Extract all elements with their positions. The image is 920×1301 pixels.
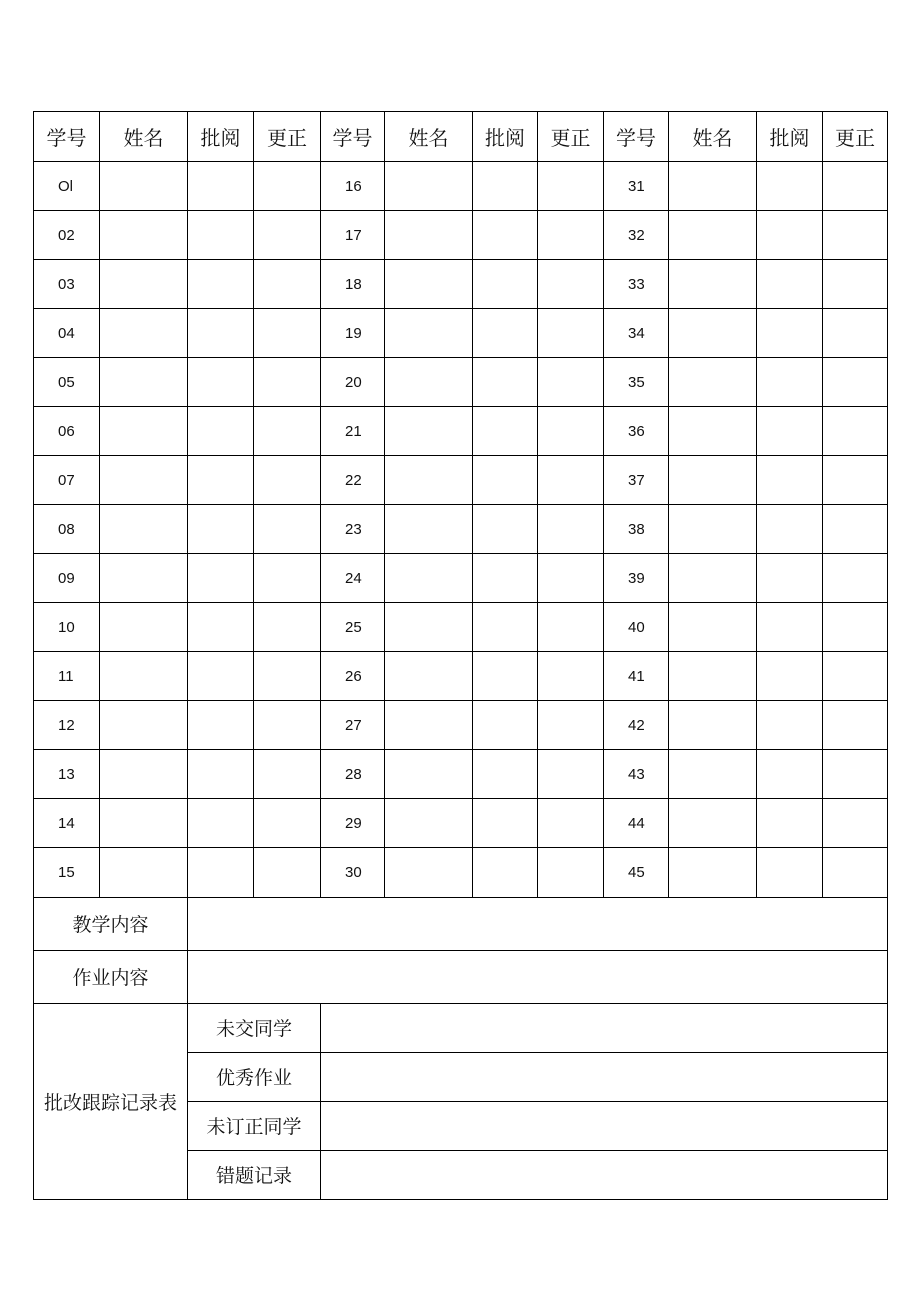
review-cell[interactable] <box>757 848 823 897</box>
review-cell[interactable] <box>757 603 823 652</box>
tracking-label: 批改跟踪记录表 <box>34 1003 188 1199</box>
student-number: 28 <box>321 750 385 799</box>
correction-cell[interactable] <box>254 603 321 652</box>
tracking-item-label: 优秀作业 <box>188 1052 321 1101</box>
correction-cell[interactable] <box>254 309 321 358</box>
correction-cell[interactable] <box>823 799 888 848</box>
student-number: 03 <box>34 260 100 309</box>
review-cell[interactable] <box>188 309 254 358</box>
student-number: 33 <box>604 260 669 309</box>
column-header: 批阅 <box>473 112 538 162</box>
name-cell[interactable] <box>385 162 473 211</box>
correction-cell[interactable] <box>254 799 321 848</box>
name-cell[interactable] <box>385 260 473 309</box>
correction-cell[interactable] <box>538 162 604 211</box>
review-cell[interactable] <box>473 848 538 897</box>
review-cell[interactable] <box>757 407 823 456</box>
student-number: 37 <box>604 456 669 505</box>
name-cell[interactable] <box>100 652 188 701</box>
name-cell[interactable] <box>100 211 188 260</box>
review-cell[interactable] <box>757 652 823 701</box>
correction-cell[interactable] <box>823 848 888 897</box>
correction-cell[interactable] <box>823 309 888 358</box>
review-cell[interactable] <box>757 309 823 358</box>
student-number: 26 <box>321 652 385 701</box>
student-number: 02 <box>34 211 100 260</box>
name-cell[interactable] <box>669 652 757 701</box>
correction-cell[interactable] <box>823 505 888 554</box>
review-cell[interactable] <box>188 162 254 211</box>
name-cell[interactable] <box>385 701 473 750</box>
review-cell[interactable] <box>757 750 823 799</box>
student-number: 07 <box>34 456 100 505</box>
tracking-item-label: 错题记录 <box>188 1150 321 1199</box>
name-cell[interactable] <box>100 554 188 603</box>
student-row <box>34 162 888 211</box>
review-cell[interactable] <box>757 162 823 211</box>
student-number: 30 <box>321 848 385 897</box>
teaching-content-label: 教学内容 <box>34 897 188 950</box>
correction-cell[interactable] <box>254 260 321 309</box>
review-cell[interactable] <box>757 554 823 603</box>
name-cell[interactable] <box>100 505 188 554</box>
student-row <box>34 554 888 603</box>
teaching-content-row <box>34 897 888 950</box>
student-number: 11 <box>34 652 100 701</box>
correction-cell[interactable] <box>823 211 888 260</box>
correction-cell[interactable] <box>823 750 888 799</box>
review-cell[interactable] <box>188 554 254 603</box>
review-cell[interactable] <box>473 211 538 260</box>
name-cell[interactable] <box>385 750 473 799</box>
correction-cell[interactable] <box>823 554 888 603</box>
name-cell[interactable] <box>669 358 757 407</box>
correction-cell[interactable] <box>254 211 321 260</box>
column-header: 更正 <box>254 112 321 162</box>
student-row <box>34 260 888 309</box>
name-cell[interactable] <box>385 309 473 358</box>
name-cell[interactable] <box>669 162 757 211</box>
correction-cell[interactable] <box>823 358 888 407</box>
name-cell[interactable] <box>100 260 188 309</box>
correction-cell[interactable] <box>823 603 888 652</box>
name-cell[interactable] <box>100 407 188 456</box>
name-cell[interactable] <box>669 456 757 505</box>
name-cell[interactable] <box>669 603 757 652</box>
review-cell[interactable] <box>188 799 254 848</box>
correction-cell[interactable] <box>538 554 604 603</box>
name-cell[interactable] <box>669 260 757 309</box>
correction-cell[interactable] <box>538 505 604 554</box>
name-cell[interactable] <box>100 358 188 407</box>
review-cell[interactable] <box>473 309 538 358</box>
column-header: 姓名 <box>669 112 757 162</box>
review-cell[interactable] <box>188 211 254 260</box>
column-header: 姓名 <box>100 112 188 162</box>
student-number: 38 <box>604 505 669 554</box>
name-cell[interactable] <box>385 407 473 456</box>
student-row <box>34 701 888 750</box>
student-number: 08 <box>34 505 100 554</box>
column-header: 姓名 <box>385 112 473 162</box>
review-cell[interactable] <box>757 358 823 407</box>
review-cell[interactable] <box>473 456 538 505</box>
homework-tracking-table <box>33 111 888 1200</box>
student-row <box>34 652 888 701</box>
name-cell[interactable] <box>100 848 188 897</box>
correction-cell[interactable] <box>538 456 604 505</box>
review-cell[interactable] <box>188 456 254 505</box>
tracking-row <box>34 1003 888 1052</box>
review-cell[interactable] <box>757 260 823 309</box>
homework-content-label: 作业内容 <box>34 950 188 1003</box>
student-number: 44 <box>604 799 669 848</box>
correction-cell[interactable] <box>823 407 888 456</box>
column-header: 批阅 <box>757 112 823 162</box>
correction-cell[interactable] <box>538 701 604 750</box>
student-number: 32 <box>604 211 669 260</box>
student-number: 42 <box>604 701 669 750</box>
student-number: 31 <box>604 162 669 211</box>
review-cell[interactable] <box>188 505 254 554</box>
student-number: 29 <box>321 799 385 848</box>
name-cell[interactable] <box>385 848 473 897</box>
review-cell[interactable] <box>188 358 254 407</box>
correction-cell[interactable] <box>538 603 604 652</box>
student-number: 19 <box>321 309 385 358</box>
column-header: 更正 <box>538 112 604 162</box>
name-cell[interactable] <box>100 701 188 750</box>
student-number: 18 <box>321 260 385 309</box>
student-number: 15 <box>34 848 100 897</box>
correction-cell[interactable] <box>823 652 888 701</box>
review-cell[interactable] <box>188 603 254 652</box>
correction-cell[interactable] <box>254 456 321 505</box>
review-cell[interactable] <box>473 603 538 652</box>
column-header: 批阅 <box>188 112 254 162</box>
review-cell[interactable] <box>757 799 823 848</box>
correction-cell[interactable] <box>254 505 321 554</box>
tracking-item-label: 未订正同学 <box>188 1101 321 1150</box>
review-cell[interactable] <box>757 701 823 750</box>
header-row <box>34 112 888 162</box>
student-row <box>34 799 888 848</box>
review-cell[interactable] <box>188 750 254 799</box>
student-number: 06 <box>34 407 100 456</box>
student-row <box>34 505 888 554</box>
student-number: 20 <box>321 358 385 407</box>
name-cell[interactable] <box>669 848 757 897</box>
student-number: 41 <box>604 652 669 701</box>
review-cell[interactable] <box>188 260 254 309</box>
student-number: 04 <box>34 309 100 358</box>
student-number: 35 <box>604 358 669 407</box>
review-cell[interactable] <box>757 505 823 554</box>
student-row <box>34 211 888 260</box>
review-cell[interactable] <box>188 701 254 750</box>
review-cell[interactable] <box>473 554 538 603</box>
correction-cell[interactable] <box>823 162 888 211</box>
name-cell[interactable] <box>669 701 757 750</box>
correction-cell[interactable] <box>254 162 321 211</box>
name-cell[interactable] <box>385 603 473 652</box>
name-cell[interactable] <box>385 358 473 407</box>
student-number: 22 <box>321 456 385 505</box>
name-cell[interactable] <box>385 799 473 848</box>
name-cell[interactable] <box>669 750 757 799</box>
review-cell[interactable] <box>188 848 254 897</box>
correction-cell[interactable] <box>254 848 321 897</box>
correction-cell[interactable] <box>254 652 321 701</box>
student-number: 17 <box>321 211 385 260</box>
correction-cell[interactable] <box>823 456 888 505</box>
student-number: 39 <box>604 554 669 603</box>
name-cell[interactable] <box>385 211 473 260</box>
review-cell[interactable] <box>757 211 823 260</box>
review-cell[interactable] <box>473 505 538 554</box>
correction-cell[interactable] <box>823 701 888 750</box>
student-number: 43 <box>604 750 669 799</box>
column-header: 学号 <box>321 112 385 162</box>
correction-cell[interactable] <box>254 701 321 750</box>
student-row <box>34 603 888 652</box>
student-row <box>34 848 888 897</box>
review-cell[interactable] <box>473 750 538 799</box>
student-number: 09 <box>34 554 100 603</box>
student-row <box>34 456 888 505</box>
name-cell[interactable] <box>385 652 473 701</box>
student-number: 36 <box>604 407 669 456</box>
correction-cell[interactable] <box>254 358 321 407</box>
name-cell[interactable] <box>385 505 473 554</box>
name-cell[interactable] <box>100 309 188 358</box>
review-cell[interactable] <box>757 456 823 505</box>
student-number: 40 <box>604 603 669 652</box>
teaching-content-cell[interactable] <box>188 897 888 950</box>
student-row <box>34 309 888 358</box>
correction-cell[interactable] <box>254 750 321 799</box>
student-number: 16 <box>321 162 385 211</box>
student-number: 14 <box>34 799 100 848</box>
name-cell[interactable] <box>385 456 473 505</box>
review-cell[interactable] <box>473 799 538 848</box>
correction-cell[interactable] <box>538 260 604 309</box>
name-cell[interactable] <box>669 211 757 260</box>
correction-cell[interactable] <box>538 358 604 407</box>
review-cell[interactable] <box>473 652 538 701</box>
name-cell[interactable] <box>100 456 188 505</box>
review-cell[interactable] <box>473 260 538 309</box>
student-number: 05 <box>34 358 100 407</box>
correction-cell[interactable] <box>538 799 604 848</box>
column-header: 更正 <box>823 112 888 162</box>
student-row <box>34 407 888 456</box>
tracking-item-cell[interactable] <box>321 1052 888 1101</box>
tracking-item-cell[interactable] <box>321 1101 888 1150</box>
student-number: 13 <box>34 750 100 799</box>
correction-cell[interactable] <box>538 750 604 799</box>
name-cell[interactable] <box>385 554 473 603</box>
correction-cell[interactable] <box>823 260 888 309</box>
review-cell[interactable] <box>188 652 254 701</box>
correction-cell[interactable] <box>538 407 604 456</box>
student-number: 12 <box>34 701 100 750</box>
student-number: 34 <box>604 309 669 358</box>
homework-content-cell[interactable] <box>188 950 888 1003</box>
student-number: 27 <box>321 701 385 750</box>
name-cell[interactable] <box>100 603 188 652</box>
name-cell[interactable] <box>100 162 188 211</box>
name-cell[interactable] <box>669 309 757 358</box>
tracking-item-label: 未交同学 <box>188 1003 321 1052</box>
tracking-item-cell[interactable] <box>321 1150 888 1199</box>
correction-cell[interactable] <box>538 652 604 701</box>
review-cell[interactable] <box>473 407 538 456</box>
student-number: 21 <box>321 407 385 456</box>
student-number: 24 <box>321 554 385 603</box>
student-number: 23 <box>321 505 385 554</box>
tracking-item-cell[interactable] <box>321 1003 888 1052</box>
correction-cell[interactable] <box>538 211 604 260</box>
correction-cell[interactable] <box>254 407 321 456</box>
review-cell[interactable] <box>188 407 254 456</box>
review-cell[interactable] <box>473 162 538 211</box>
review-cell[interactable] <box>473 701 538 750</box>
name-cell[interactable] <box>100 750 188 799</box>
student-number: Ol <box>34 162 100 211</box>
student-row <box>34 358 888 407</box>
name-cell[interactable] <box>669 505 757 554</box>
name-cell[interactable] <box>100 799 188 848</box>
name-cell[interactable] <box>669 799 757 848</box>
correction-cell[interactable] <box>538 309 604 358</box>
review-cell[interactable] <box>473 358 538 407</box>
student-number: 45 <box>604 848 669 897</box>
column-header: 学号 <box>604 112 669 162</box>
column-header: 学号 <box>34 112 100 162</box>
name-cell[interactable] <box>669 407 757 456</box>
name-cell[interactable] <box>669 554 757 603</box>
correction-cell[interactable] <box>254 554 321 603</box>
correction-cell[interactable] <box>538 848 604 897</box>
homework-content-row <box>34 950 888 1003</box>
student-row <box>34 750 888 799</box>
student-number: 25 <box>321 603 385 652</box>
student-number: 10 <box>34 603 100 652</box>
